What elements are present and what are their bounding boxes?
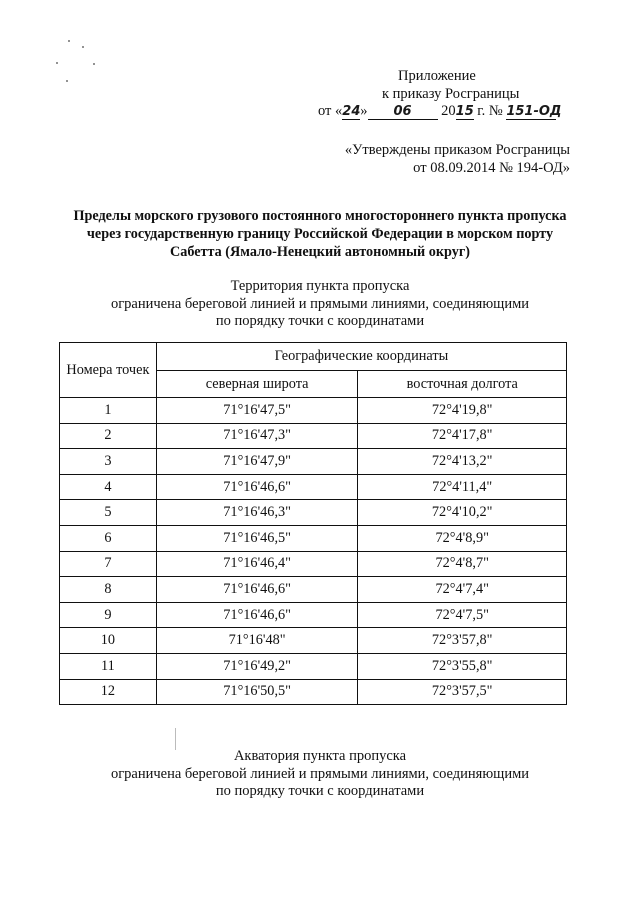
longitude-cell: 72°4'8,9" [358,525,567,551]
point-number-cell: 12 [60,679,157,705]
latitude-cell: 71°16'46,6" [156,474,358,500]
table-row [60,474,567,500]
latitude-cell: 71°16'46,6" [156,602,358,628]
table-row [60,500,567,526]
territory-text-1: ограничена береговой линией и прямыми линиями, соединяющими [110,295,530,312]
latitude-cell: 71°16'48" [156,628,358,654]
longitude-cell: 72°3'57,8" [358,628,567,654]
point-number-cell: 4 [60,474,157,500]
point-number-cell: 2 [60,423,157,449]
point-number-cell: 5 [60,500,157,526]
longitude-cell: 72°4'7,5" [358,602,567,628]
year-suffix: 15 [455,104,474,119]
point-number-cell: 9 [60,602,157,628]
table-row [60,398,567,424]
longitude-cell: 72°4'8,7" [358,551,567,577]
approval-line-2: от 08.09.2014 № 194-ОД» [413,160,570,176]
table-row [60,551,567,577]
longitude-cell: 72°3'55,8" [358,653,567,679]
table-row [60,525,567,551]
latitude-cell: 71°16'47,5" [156,398,358,424]
table-body [60,398,567,705]
point-number-cell: 8 [60,577,157,603]
table-row [60,653,567,679]
longitude-cell: 72°4'13,2" [358,449,567,475]
approval-line-1: «Утверждены приказом Росграницы [344,142,570,158]
point-number-cell: 11 [60,653,157,679]
point-number-cell: 1 [60,398,157,424]
header-longitude: восточная долгота [358,371,567,398]
table-row [60,679,567,705]
appendix-title: Приложение [398,68,476,84]
latitude-cell: 71°16'49,2" [156,653,358,679]
date-day: 24 [342,104,361,119]
point-number-cell: 3 [60,449,157,475]
table-row [60,628,567,654]
territory-text-2: по порядку точки с координатами [215,313,425,329]
coordinates-table [59,342,567,705]
header-latitude: северная широта [156,371,358,398]
latitude-cell: 71°16'46,6" [156,577,358,603]
latitude-cell: 71°16'46,4" [156,551,358,577]
latitude-cell: 71°16'50,5" [156,679,358,705]
latitude-cell: 71°16'46,5" [156,525,358,551]
date-prefix: от « [318,103,343,119]
latitude-cell: 71°16'47,9" [156,449,358,475]
longitude-cell: 72°4'10,2" [358,500,567,526]
date-month: 06 [368,105,438,120]
number-prefix: г. № [477,103,503,119]
document-title: Пределы морского грузового постоянного многостороннего пункта пропуска через государственную границу Российской Федерации в морском порту Сабетта (Ямало-Ненецкий автономный округ) [73,208,567,260]
point-number-cell: 7 [60,551,157,577]
territory-heading: Территория пункта пропуска [230,278,410,294]
table-row [60,602,567,628]
header-point-numbers: Номера точек [60,343,157,398]
aquatory-intro [60,748,580,801]
longitude-cell: 72°4'17,8" [358,423,567,449]
appendix-date-line [300,103,570,121]
point-number-cell: 10 [60,628,157,654]
year-prefix: 20 [441,103,456,119]
appendix-order-ref: к приказу Росграницы [382,85,520,102]
appendix-header [300,68,570,121]
header-geo-coordinates: Географические координаты [156,343,566,371]
order-number: 151-ОД [506,104,562,119]
aquatory-text-1: ограничена береговой линией и прямыми линиями, соединяющими [110,765,530,782]
territory-intro [60,278,580,331]
latitude-cell: 71°16'47,3" [156,423,358,449]
date-mid: » [360,103,368,119]
aquatory-text-2: по порядку точки с координатами [215,783,425,799]
aquatory-heading: Акватория пункта пропуска [233,748,407,764]
longitude-cell: 72°4'19,8" [358,398,567,424]
longitude-cell: 72°3'57,5" [358,679,567,705]
table-row [60,577,567,603]
longitude-cell: 72°4'7,4" [358,577,567,603]
table-row [60,449,567,475]
point-number-cell: 6 [60,525,157,551]
longitude-cell: 72°4'11,4" [358,474,567,500]
approval-note [330,141,570,177]
latitude-cell: 71°16'46,3" [156,500,358,526]
table-row [60,423,567,449]
pencil-mark [175,728,176,750]
